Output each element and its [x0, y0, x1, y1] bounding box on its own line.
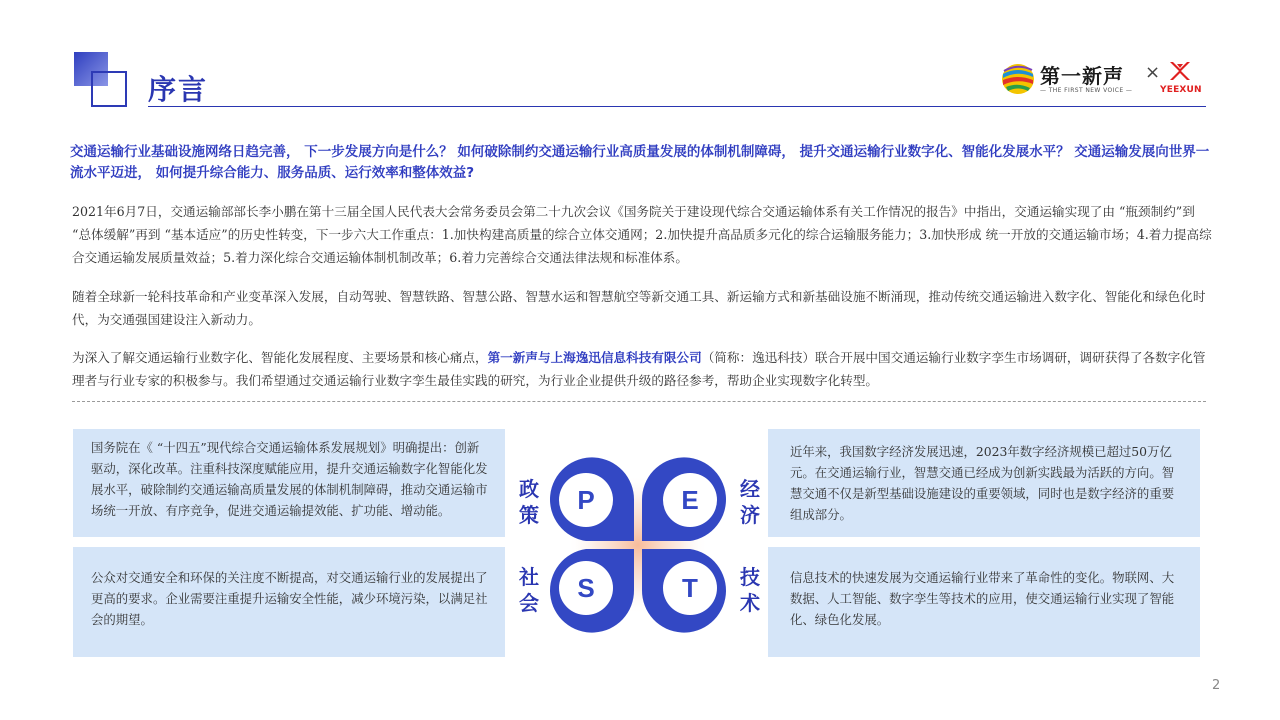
paragraph-report: 2021年6月7日，交通运输部部长李小鹏在第十三届全国人民代表大会常务委员会第二十九次会议《国务院关于建设现代综合交通运输体系有关工作情况的报告》中指出，交通运输实现了由 “瓶颈制约”到 “总体缓解”再到 “基本适应”的历史性转变，下一步六大工作重点：1.加快构建高质量的综合立体交通网；2.加快提升高品质多元化的综合运输服务能力；3.加快形成 统一开放的交通运输市场；4.着力提高综合交通运输发展质量效益；5.着力深化综合交通运输体制机制改革；6.着力完善综合交通法律法规和标准体系。	[72, 204, 1212, 265]
logo-brand-cn: 第一新声	[1040, 64, 1124, 88]
pest-box-technological: 信息技术的快速发展为交通运输行业带来了革命性的变化。物联网、大数据、人工智能、数字孪生等技术的应用，使交通运输行业实现了智能化、绿色化发展。	[768, 547, 1200, 657]
paragraph-research-text: 为深入了解交通运输行业数字化、智能化发展程度、主要场景和核心痛点，	[72, 350, 488, 365]
title-divider	[148, 106, 1206, 107]
pest-label-social: 社会	[519, 565, 539, 615]
logo-partner: YEEXUN	[1160, 85, 1202, 95]
logo-brand-en: — THE FIRST NEW VOICE —	[1040, 87, 1133, 94]
paragraph-tech-revolution: 随着全球新一轮科技革命和产业变革深入发展，自动驾驶、智慧铁路、智慧公路、智慧水运和智慧航空等新交通工具、新运输方式和新基础设施不断涌现，推动传统交通运输进入数字化、智能化和绿色化时代，为交通强国建设注入新动力。	[72, 289, 1206, 327]
title-decoration-outline	[91, 71, 127, 107]
pest-box-political: 国务院在《 “十四五”现代综合交通运输体系发展规划》明确提出：创新驱动，深化改革。注重科技深度赋能应用，提升交通运输数字化智能化发展水平，破除制约交通运输高质量发展的体制机制障碍，推动交通运输市场统一开放、有序竞争，促进交通运输提效能、扩功能、增动能。	[73, 429, 505, 537]
pest-box-social: 公众对交通安全和环保的关注度不断提高，对交通运输行业的发展提出了更高的要求。企业需要注重提升运输安全性能，减少环境污染，以满足社会的期望。	[73, 547, 505, 657]
pest-diagram	[510, 440, 766, 660]
section-divider	[72, 401, 1206, 402]
partner-company-name: 第一新声与上海逸迅信息科技有限公司	[487, 350, 702, 365]
first-new-voice-logo-icon	[1000, 62, 1036, 96]
pest-letter-s: S	[577, 573, 595, 603]
pest-letter-p: P	[577, 485, 595, 515]
pest-box-economic: 近年来，我国数字经济发展迅速，2023年数字经济规模已超过50万亿元。在交通运输行业，智慧交通已经成为创新实践最为活跃的方向。智慧交通不仅是新型基础设施建设的重要领域，同时也是数字经济的重要组成部分。	[768, 429, 1200, 537]
pest-letter-t: T	[682, 573, 698, 603]
paragraph-research	[72, 346, 1212, 392]
pest-label-economic: 经济	[740, 477, 760, 527]
pest-letter-e: E	[681, 485, 699, 515]
pest-label-political: 政策	[519, 477, 539, 527]
intro-question: 交通运输行业基础设施网络日趋完善， 下一步发展方向是什么？ 如何破除制约交通运输行业高质量发展的体制机制障碍， 提升交通运输行业数字化、智能化发展水平？ 交通运输发展向世界一流水平迈进， 如何提升综合能力、服务品质、运行效率和整体效益?	[70, 144, 1210, 181]
page-title: 序言	[148, 73, 209, 106]
page-number: 2	[1212, 678, 1221, 693]
pest-label-technological: 技术	[740, 565, 760, 615]
paragraph-research-text-end: （简称：逸迅科技）联合开展中国交通运输行业数字孪生市场调研，调研获得了各数字化管理者与行业专家的积极参与。我们希望通过交通运输行业数字孪生最佳实践的研究，为行业企业提供升级的路径参考，帮助企业实现数字化转型。	[72, 350, 1206, 388]
logo-separator: ×	[1145, 62, 1161, 83]
brand-logo	[1000, 58, 1210, 104]
yeexun-logo-icon	[1168, 60, 1192, 82]
